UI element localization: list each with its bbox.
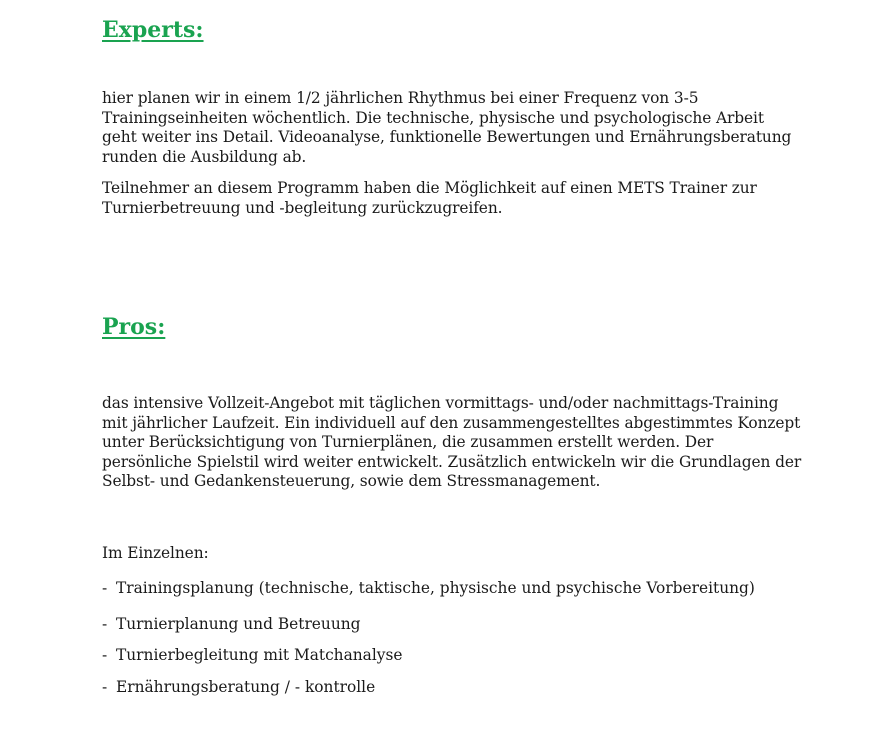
list-item-text: Trainingsplanung (technische, taktische, physische und psychische Vorbereitung): [116, 579, 755, 597]
list-item: [102, 646, 403, 666]
list-item-text: Turnierbegleitung mit Matchanalyse: [116, 646, 403, 664]
list-item-text: Ernährungsberatung / - kontrolle: [116, 678, 376, 696]
list-bullet: -: [102, 678, 108, 696]
experts-paragraph-2: Teilnehmer an diesem Programm haben die Möglichkeit auf einen METS Trainer zur Turnierbetreuung und -begleitung zurückzugreifen.: [102, 179, 757, 217]
list-bullet: -: [102, 646, 108, 664]
list-bullet: -: [102, 615, 108, 633]
pros-paragraph-1: das intensive Vollzeit-Angebot mit täglichen vormittags- und/oder nachmittags-Training mit jährlicher Laufzeit. Ein individuell auf den zusammengestelltes abgestimmtes Konzept unter Berücksichtigung von Turnierplänen, die zusammen erstellt werden. Der persönliche Spielstil wird weiter entwickelt. Zusätzlich entwickeln wir die Grundlagen der Selbst- und Gedankensteuerung, sowie dem Stressmanagement.: [102, 394, 802, 491]
pros-intro: Im Einzelnen:: [102, 544, 209, 562]
list-item-text: Turnierplanung und Betreuung: [116, 615, 361, 633]
list-bullet: -: [102, 579, 108, 597]
list-item: [102, 579, 755, 599]
experts-paragraph-1: hier planen wir in einem 1/2 jährlichen Rhythmus bei einer Frequenz von 3-5 Trainingseinheiten wöchentlich. Die technische, physische und psychologische Arbeit geht weiter ins Detail. Videoanalyse, funktionelle Bewertungen und Ernährungsberatung runden die Ausbildung ab.: [102, 89, 792, 166]
experts-heading: Experts:: [102, 17, 204, 43]
list-item: [102, 678, 375, 698]
pros-heading: Pros:: [102, 314, 166, 340]
list-item: [102, 615, 361, 635]
